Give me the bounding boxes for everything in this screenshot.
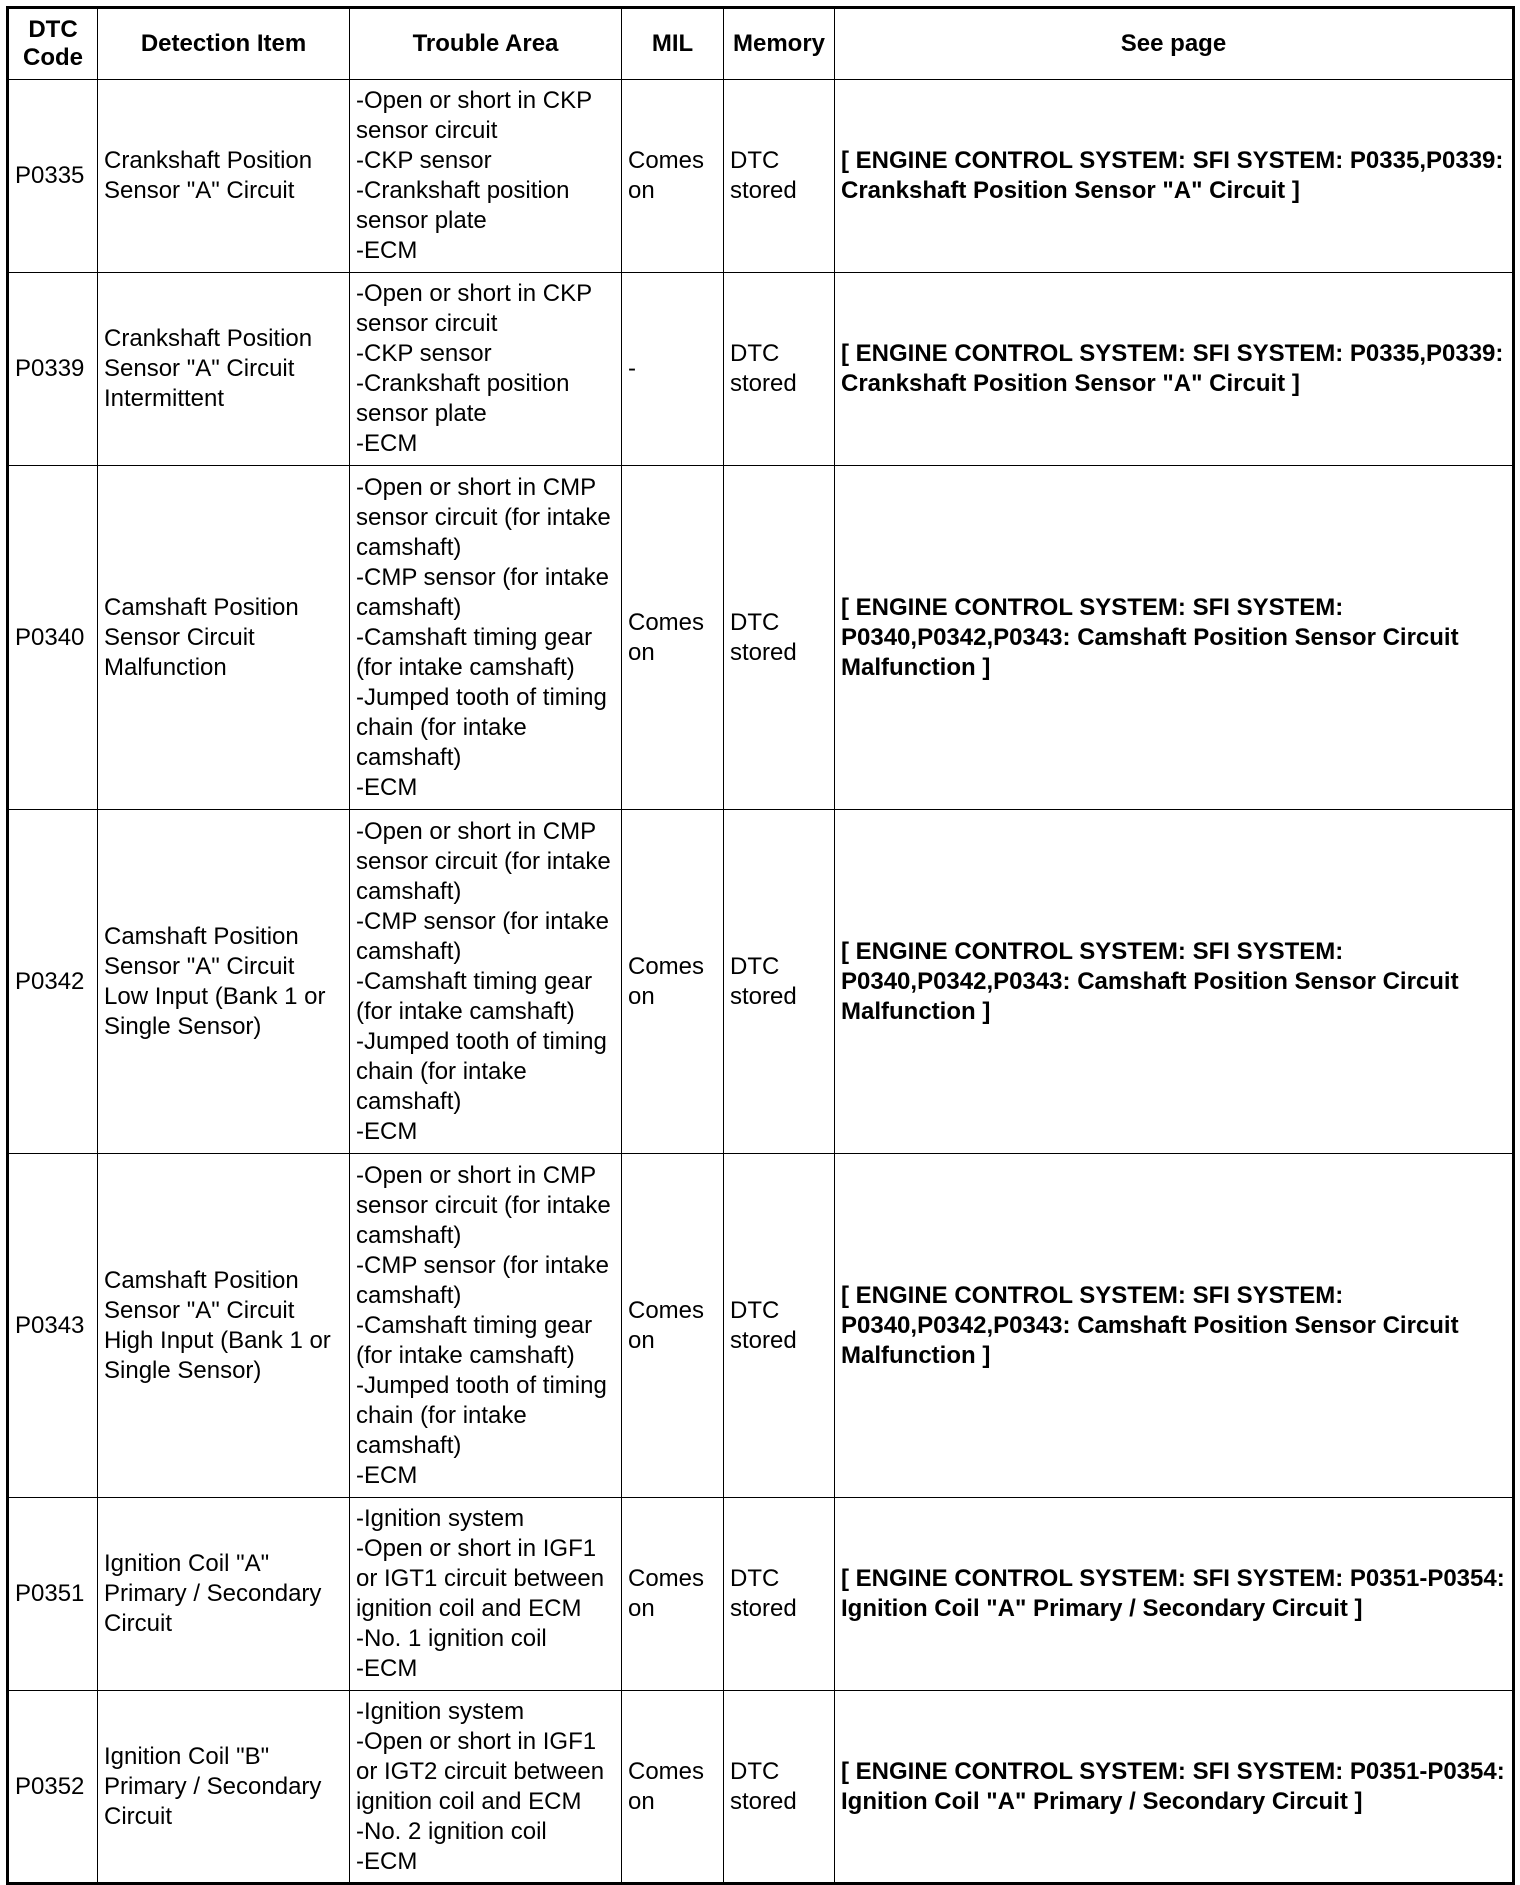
trouble-area-item: -ECM — [356, 237, 418, 264]
memory-cell: DTC stored — [724, 1498, 835, 1691]
detection-item-cell: Ignition Coil "A" Primary / Secondary Circuit — [98, 1498, 350, 1691]
header-memory: Memory — [724, 8, 835, 80]
detection-item-cell: Camshaft Position Sensor Circuit Malfunction — [98, 466, 350, 810]
trouble-area-item: -ECM — [356, 430, 418, 457]
table-row — [8, 1154, 1514, 1498]
trouble-area-item: -ECM — [356, 1117, 418, 1145]
see-page-cell: [ ENGINE CONTROL SYSTEM: SFI SYSTEM: P0335,P0339: Crankshaft Position Sensor "A" Circuit ] — [835, 80, 1514, 273]
memory-cell: DTC stored — [724, 1154, 835, 1498]
trouble-area-item: -Jumped tooth of timing chain (for intake camshaft) — [356, 683, 607, 771]
trouble-area-item: -Crankshaft position sensor plate — [356, 177, 570, 234]
see-page-cell: [ ENGINE CONTROL SYSTEM: SFI SYSTEM: P0340,P0342,P0343: Camshaft Position Sensor Circuit Malfunction ] — [835, 466, 1514, 810]
see-page-cell: [ ENGINE CONTROL SYSTEM: SFI SYSTEM: P0335,P0339: Crankshaft Position Sensor "A" Circuit ] — [835, 273, 1514, 466]
dtc-table — [6, 6, 1515, 1885]
trouble-area-item: -Open or short in CMP sensor circuit (for intake camshaft) — [356, 817, 611, 905]
trouble-area-cell — [350, 1498, 622, 1691]
table-row — [8, 1498, 1514, 1691]
trouble-area-item: -No. 2 ignition coil — [356, 1817, 547, 1845]
memory-cell: DTC stored — [724, 273, 835, 466]
detection-item-cell: Camshaft Position Sensor "A" Circuit Low Input (Bank 1 or Single Sensor) — [98, 810, 350, 1154]
trouble-area-item: -Crankshaft position sensor plate — [356, 370, 570, 427]
trouble-area-item: -Open or short in IGF1 or IGT2 circuit between ignition coil and ECM — [356, 1727, 605, 1815]
see-page-cell: [ ENGINE CONTROL SYSTEM: SFI SYSTEM: P0351-P0354: Ignition Coil "A" Primary / Secondary Circuit ] — [835, 1498, 1514, 1691]
table-row — [8, 466, 1514, 810]
mil-cell: Comes on — [622, 1498, 724, 1691]
table-body — [8, 80, 1514, 1884]
mil-cell: Comes on — [622, 1154, 724, 1498]
trouble-area-cell — [350, 1691, 622, 1884]
dtc-code-cell: P0352 — [8, 1691, 98, 1884]
trouble-area-item: -CKP sensor — [356, 340, 492, 367]
dtc-code-cell: P0335 — [8, 80, 98, 273]
trouble-area-item: -CKP sensor — [356, 147, 492, 174]
trouble-area-item: -Camshaft timing gear (for intake camshaft) — [356, 623, 593, 681]
trouble-area-item: -Open or short in CKP sensor circuit — [356, 87, 592, 144]
mil-cell: - — [622, 273, 724, 466]
dtc-code-cell: P0343 — [8, 1154, 98, 1498]
detection-item-cell: Camshaft Position Sensor "A" Circuit High Input (Bank 1 or Single Sensor) — [98, 1154, 350, 1498]
mil-cell: Comes on — [622, 810, 724, 1154]
memory-cell: DTC stored — [724, 80, 835, 273]
trouble-area-item: -Open or short in CMP sensor circuit (for intake camshaft) — [356, 1161, 611, 1249]
trouble-area-item: -ECM — [356, 773, 418, 801]
trouble-area-item: -Jumped tooth of timing chain (for intake camshaft) — [356, 1371, 607, 1459]
trouble-area-item: -CMP sensor (for intake camshaft) — [356, 563, 609, 621]
dtc-code-cell: P0340 — [8, 466, 98, 810]
trouble-area-item: -Open or short in CMP sensor circuit (for intake camshaft) — [356, 473, 611, 561]
mil-cell: Comes on — [622, 80, 724, 273]
trouble-area-cell — [350, 1154, 622, 1498]
trouble-area-item: -ECM — [356, 1847, 418, 1875]
header-mil: MIL — [622, 8, 724, 80]
see-page-cell: [ ENGINE CONTROL SYSTEM: SFI SYSTEM: P0340,P0342,P0343: Camshaft Position Sensor Circuit Malfunction ] — [835, 810, 1514, 1154]
header-detection-item: Detection Item — [98, 8, 350, 80]
mil-cell: Comes on — [622, 1691, 724, 1884]
trouble-area-cell — [350, 810, 622, 1154]
table-row — [8, 1691, 1514, 1884]
trouble-area-item: -No. 1 ignition coil — [356, 1625, 547, 1652]
header-see-page: See page — [835, 8, 1514, 80]
trouble-area-item: -Open or short in IGF1 or IGT1 circuit between ignition coil and ECM — [356, 1535, 605, 1622]
see-page-cell: [ ENGINE CONTROL SYSTEM: SFI SYSTEM: P0340,P0342,P0343: Camshaft Position Sensor Circuit Malfunction ] — [835, 1154, 1514, 1498]
detection-item-cell: Crankshaft Position Sensor "A" Circuit — [98, 80, 350, 273]
trouble-area-item: -Camshaft timing gear (for intake camshaft) — [356, 967, 593, 1025]
memory-cell: DTC stored — [724, 1691, 835, 1884]
trouble-area-cell — [350, 80, 622, 273]
header-row — [8, 8, 1514, 80]
dtc-code-cell: P0339 — [8, 273, 98, 466]
table-row — [8, 273, 1514, 466]
trouble-area-item: -Jumped tooth of timing chain (for intake camshaft) — [356, 1027, 607, 1115]
header-dtc-code: DTC Code — [8, 8, 98, 80]
trouble-area-item: -CMP sensor (for intake camshaft) — [356, 1251, 609, 1309]
detection-item-cell: Ignition Coil "B" Primary / Secondary Circuit — [98, 1691, 350, 1884]
detection-item-cell: Crankshaft Position Sensor "A" Circuit Intermittent — [98, 273, 350, 466]
trouble-area-item: -Ignition system — [356, 1505, 525, 1532]
dtc-code-cell: P0351 — [8, 1498, 98, 1691]
mil-cell: Comes on — [622, 466, 724, 810]
trouble-area-cell — [350, 273, 622, 466]
trouble-area-item: -ECM — [356, 1461, 418, 1489]
memory-cell: DTC stored — [724, 466, 835, 810]
trouble-area-cell — [350, 466, 622, 810]
trouble-area-item: -Ignition system — [356, 1697, 525, 1725]
table-row — [8, 810, 1514, 1154]
trouble-area-item: -Open or short in CKP sensor circuit — [356, 280, 592, 337]
trouble-area-item: -CMP sensor (for intake camshaft) — [356, 907, 609, 965]
memory-cell: DTC stored — [724, 810, 835, 1154]
header-trouble-area: Trouble Area — [350, 8, 622, 80]
trouble-area-item: -Camshaft timing gear (for intake camshaft) — [356, 1311, 593, 1369]
dtc-code-cell: P0342 — [8, 810, 98, 1154]
trouble-area-item: -ECM — [356, 1655, 418, 1682]
see-page-cell: [ ENGINE CONTROL SYSTEM: SFI SYSTEM: P0351-P0354: Ignition Coil "A" Primary / Secondary Circuit ] — [835, 1691, 1514, 1884]
table-row — [8, 80, 1514, 273]
